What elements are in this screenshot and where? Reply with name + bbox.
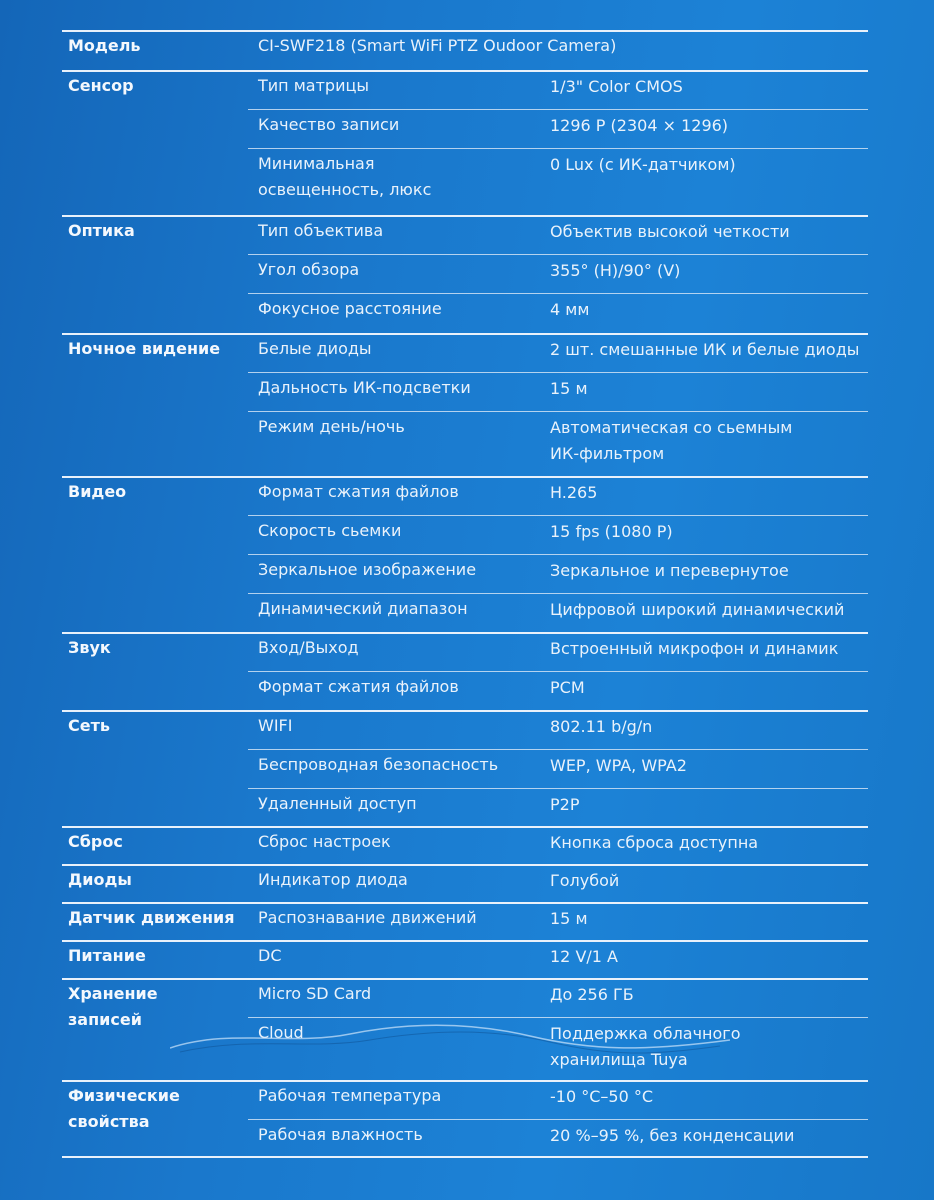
spec-value: 2 шт. смешанные ИК и белые диоды xyxy=(550,340,860,359)
spec-row xyxy=(248,215,868,254)
spec-value: 4 мм xyxy=(550,300,590,319)
spec-row xyxy=(248,254,868,293)
spec-row xyxy=(248,148,868,215)
spec-category: Сеть xyxy=(68,716,110,735)
spec-category: Питание xyxy=(68,946,146,965)
spec-category: Диоды xyxy=(68,870,132,889)
row-divider xyxy=(248,1017,868,1018)
spec-category: Сброс xyxy=(68,832,123,851)
spec-param: Угол обзора xyxy=(258,260,360,279)
spec-value: 15 м xyxy=(550,909,588,928)
spec-value: Встроенный микрофон и динамик xyxy=(550,639,839,658)
spec-value: 0 Lux (с ИК-датчиком) xyxy=(550,155,736,174)
spec-row xyxy=(248,978,868,1017)
spec-value: До 256 ГБ xyxy=(550,985,634,1004)
spec-param: Тип объектива xyxy=(258,221,384,240)
spec-row xyxy=(248,940,868,978)
spec-category: Ночное видение xyxy=(68,339,221,358)
spec-value: H.265 xyxy=(550,483,598,502)
spec-row xyxy=(248,710,868,749)
spec-category: Звук xyxy=(68,638,111,657)
spec-row xyxy=(248,788,868,827)
spec-value: Поддержка облачного хранилища Tuya xyxy=(550,1024,741,1069)
spec-category: Сенсор xyxy=(68,76,134,95)
spec-param: Дальность ИК-подсветки xyxy=(258,378,471,397)
spec-row xyxy=(248,411,868,478)
row-divider xyxy=(248,293,868,294)
spec-param: Формат сжатия файлов xyxy=(258,482,459,501)
spec-value: -10 °C–50 °C xyxy=(550,1087,654,1106)
spec-value: Объектив высокой четкости xyxy=(550,222,790,241)
spec-param: Распознавание движений xyxy=(258,908,477,927)
spec-row xyxy=(248,476,868,515)
spec-value: Зеркальное и перевернутое xyxy=(550,561,789,580)
spec-value: 20 %–95 %, без конденсации xyxy=(550,1126,795,1145)
spec-value: 15 м xyxy=(550,379,588,398)
spec-value: 802.11 b/g/n xyxy=(550,717,653,736)
spec-value: 1/3" Color CMOS xyxy=(550,77,683,96)
spec-param: Динамический диапазон xyxy=(258,599,468,618)
spec-row xyxy=(248,632,868,671)
spec-row xyxy=(248,1017,868,1080)
row-divider xyxy=(248,254,868,255)
spec-row xyxy=(248,902,868,940)
spec-row xyxy=(248,671,868,710)
row-divider xyxy=(248,671,868,672)
table-bottom-divider xyxy=(62,1156,868,1158)
spec-category: Оптика xyxy=(68,221,135,240)
spec-param: Беспроводная безопасность xyxy=(258,755,499,774)
spec-param: Качество записи xyxy=(258,115,400,134)
spec-param: Скорость сьемки xyxy=(258,521,402,540)
spec-param: Фокусное расстояние xyxy=(258,299,442,318)
spec-value: WEP, WPA, WPA2 xyxy=(550,756,687,775)
spec-row xyxy=(248,372,868,411)
spec-category: Модель xyxy=(68,36,141,55)
spec-value: Цифровой широкий динамический xyxy=(550,600,845,619)
spec-row xyxy=(248,109,868,148)
spec-row xyxy=(248,554,868,593)
row-divider xyxy=(248,515,868,516)
spec-param: Формат сжатия файлов xyxy=(258,677,459,696)
spec-value: Кнопка сброса доступна xyxy=(550,833,759,852)
spec-value: P2P xyxy=(550,795,580,814)
spec-param: CI-SWF218 (Smart WiFi PTZ Oudoor Camera) xyxy=(258,36,617,55)
spec-value: Голубой xyxy=(550,871,620,890)
spec-row xyxy=(248,864,868,902)
spec-value: 15 fps (1080 P) xyxy=(550,522,673,541)
spec-row xyxy=(248,826,868,864)
spec-category: Хранение записей xyxy=(68,984,158,1029)
spec-row xyxy=(248,1119,868,1158)
spec-row xyxy=(248,293,868,332)
row-divider xyxy=(248,372,868,373)
spec-row xyxy=(248,333,868,372)
spec-category: Датчик движения xyxy=(68,908,235,927)
spec-param: Индикатор диода xyxy=(258,870,408,889)
spec-param: Micro SD Card xyxy=(258,984,372,1003)
spec-param: WIFI xyxy=(258,716,293,735)
spec-param: Рабочая температура xyxy=(258,1086,442,1105)
spec-param: Удаленный доступ xyxy=(258,794,417,813)
spec-param: Вход/Выход xyxy=(258,638,359,657)
spec-row xyxy=(248,1080,868,1119)
spec-param: Белые диоды xyxy=(258,339,372,358)
spec-param: Режим день/ночь xyxy=(258,417,405,436)
spec-param: Зеркальное изображение xyxy=(258,560,477,579)
row-divider xyxy=(248,109,868,110)
spec-param: Сброс настроек xyxy=(258,832,391,851)
spec-row xyxy=(248,749,868,788)
row-divider xyxy=(248,788,868,789)
row-divider xyxy=(248,1119,868,1120)
spec-row xyxy=(248,593,868,632)
spec-param: Cloud xyxy=(258,1023,304,1042)
spec-param: Рабочая влажность xyxy=(258,1125,423,1144)
spec-row xyxy=(248,515,868,554)
spec-row xyxy=(248,70,868,109)
spec-category: Видео xyxy=(68,482,127,501)
spec-param: Тип матрицы xyxy=(258,76,369,95)
spec-row xyxy=(248,30,868,70)
spec-value: 355° (H)/90° (V) xyxy=(550,261,681,280)
spec-value: 1296 P (2304 × 1296) xyxy=(550,116,729,135)
spec-value: PCM xyxy=(550,678,585,697)
spec-value: 12 V/1 A xyxy=(550,947,618,966)
row-divider xyxy=(248,411,868,412)
row-divider xyxy=(248,749,868,750)
row-divider xyxy=(248,554,868,555)
spec-param: Минимальная освещенность, люкс xyxy=(258,154,432,199)
row-divider xyxy=(248,148,868,149)
spec-param: DC xyxy=(258,946,282,965)
spec-value: Автоматическая со сьемным ИК-фильтром xyxy=(550,418,793,463)
row-divider xyxy=(248,593,868,594)
spec-category: Физические свойства xyxy=(68,1086,180,1131)
